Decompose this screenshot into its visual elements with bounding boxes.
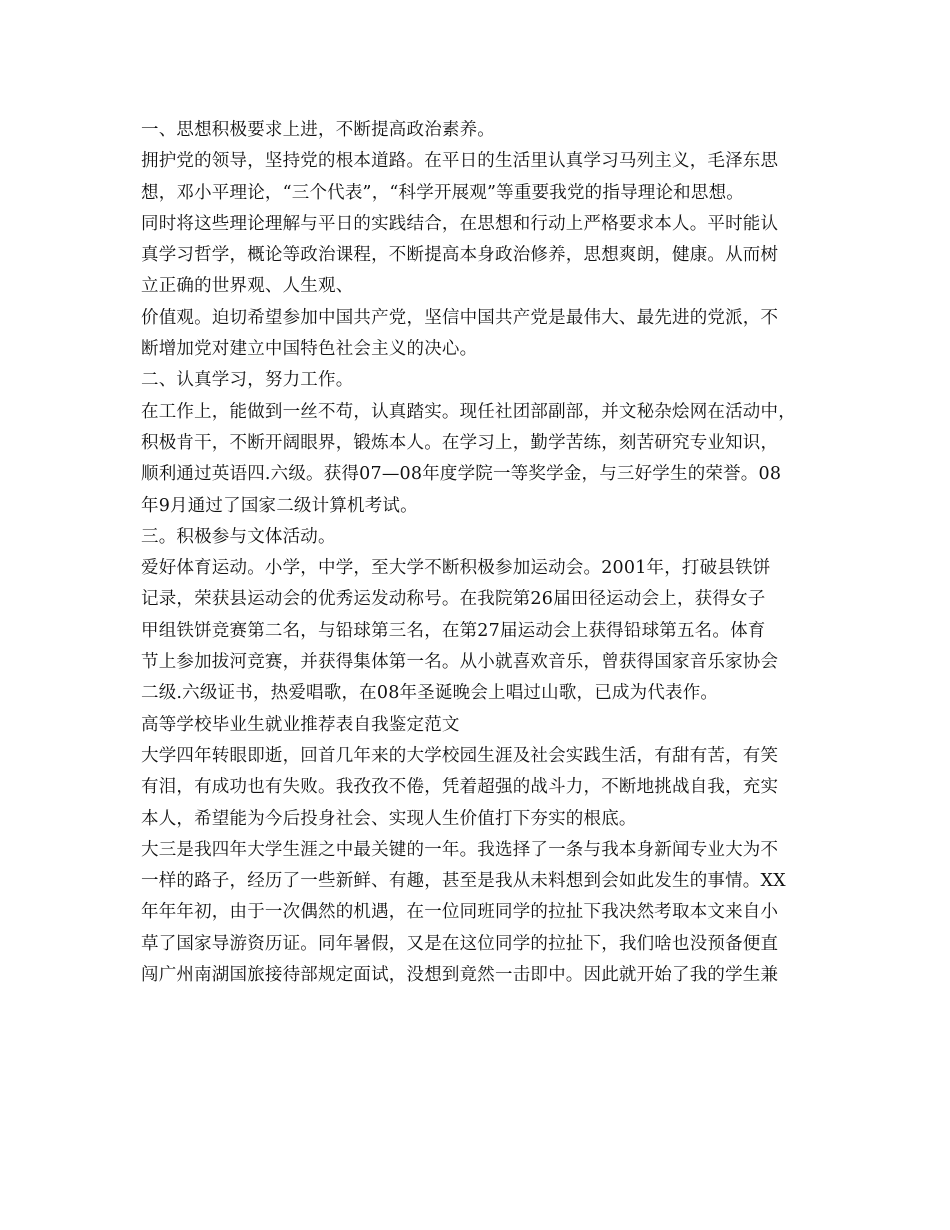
text-line: 同时将这些理论理解与平日的实践结合，在思想和行动上严格要求本人。平时能认: [141, 213, 779, 234]
text-line: 爱好体育运动。小学，中学，至大学不断积极参加运动会。2001年，打破县铁饼: [141, 558, 771, 579]
text-line: 顺利通过英语四.六级。获得07—08年度学院一等奖学金，与三好学生的荣誉。08: [141, 464, 782, 485]
text-line: 立正确的世界观、人生观、: [141, 276, 354, 297]
text-line: 记录，荣获县运动会的优秀运发动称号。在我院第26届田径运动会上，获得女子: [141, 589, 766, 610]
text-line: 高等学校毕业生就业推荐表自我鉴定范文: [141, 714, 460, 735]
text-line: 大三是我四年大学生涯之中最关键的一年。我选择了一条与我本身新闻专业大为不: [141, 839, 779, 860]
text-line: 年年年初，由于一次偶然的机遇，在一位同班同学的拉扯下我决然考取本文来自小: [141, 902, 779, 923]
document-body: [141, 115, 821, 991]
text-line: 有泪，有成功也有失败。我孜孜不倦，凭着超强的战斗力，不断地挑战自我，充实: [141, 777, 779, 798]
text-line: 节上参加拔河竞赛，并获得集体第一名。从小就喜欢音乐，曾获得国家音乐家协会: [141, 652, 779, 673]
text-line: 价值观。迫切希望参加中国共产党，坚信中国共产党是最伟大、最先进的党派，不: [141, 307, 779, 328]
text-line: 在工作上，能做到一丝不苟，认真踏实。现任社团部副部，并文秘杂烩网在活动中，: [141, 401, 796, 422]
text-line: 三。积极参与文体活动。: [141, 526, 336, 547]
text-line: 真学习哲学，概论等政治课程，不断提高本身政治修养，思想爽朗，健康。从而树: [141, 245, 779, 266]
text-line: 年9月通过了国家二级计算机考试。: [141, 495, 418, 516]
text-line: 一样的路子，经历了一些新鲜、有趣，甚至是我从未料想到会如此发生的事情。XX: [141, 871, 786, 892]
text-line: 一、思想积极要求上进，不断提高政治素养。: [141, 120, 495, 140]
text-line: 甲组铁饼竞赛第二名，与铅球第三名，在第27届运动会上获得铅球第五名。体育: [141, 620, 766, 641]
text-line: 本人，希望能为今后投身社会、实现人生价值打下夯实的根底。: [141, 808, 637, 829]
text-line: 二、认真学习，努力工作。: [141, 370, 354, 391]
text-line: 大学四年转眼即逝，回首几年来的大学校园生涯及社会实践生活，有甜有苦，有笑: [141, 745, 779, 766]
text-line: 想，邓小平理论，“三个代表”，“科学开展观”等重要我党的指导理论和思想。: [141, 182, 744, 203]
text-line: 二级.六级证书，热爱唱歌，在08年圣诞晚会上唱过山歌，已成为代表作。: [141, 683, 719, 704]
text-line: 闯广州南湖国旅接待部规定面试，没想到竟然一击即中。因此就开始了我的学生兼: [141, 965, 779, 986]
text-line: 拥护党的领导，坚持党的根本道路。在平日的生活里认真学习马列主义，毛泽东思: [141, 151, 779, 172]
text-line: 断增加党对建立中国特色社会主义的决心。: [141, 339, 478, 360]
text-line: 草了国家导游资历证。同年暑假，又是在这位同学的拉扯下，我们啥也没预备便直: [141, 933, 779, 954]
text-line: 积极肯干，不断开阔眼界，锻炼本人。在学习上，勤学苦练，刻苦研究专业知识，: [141, 432, 779, 453]
